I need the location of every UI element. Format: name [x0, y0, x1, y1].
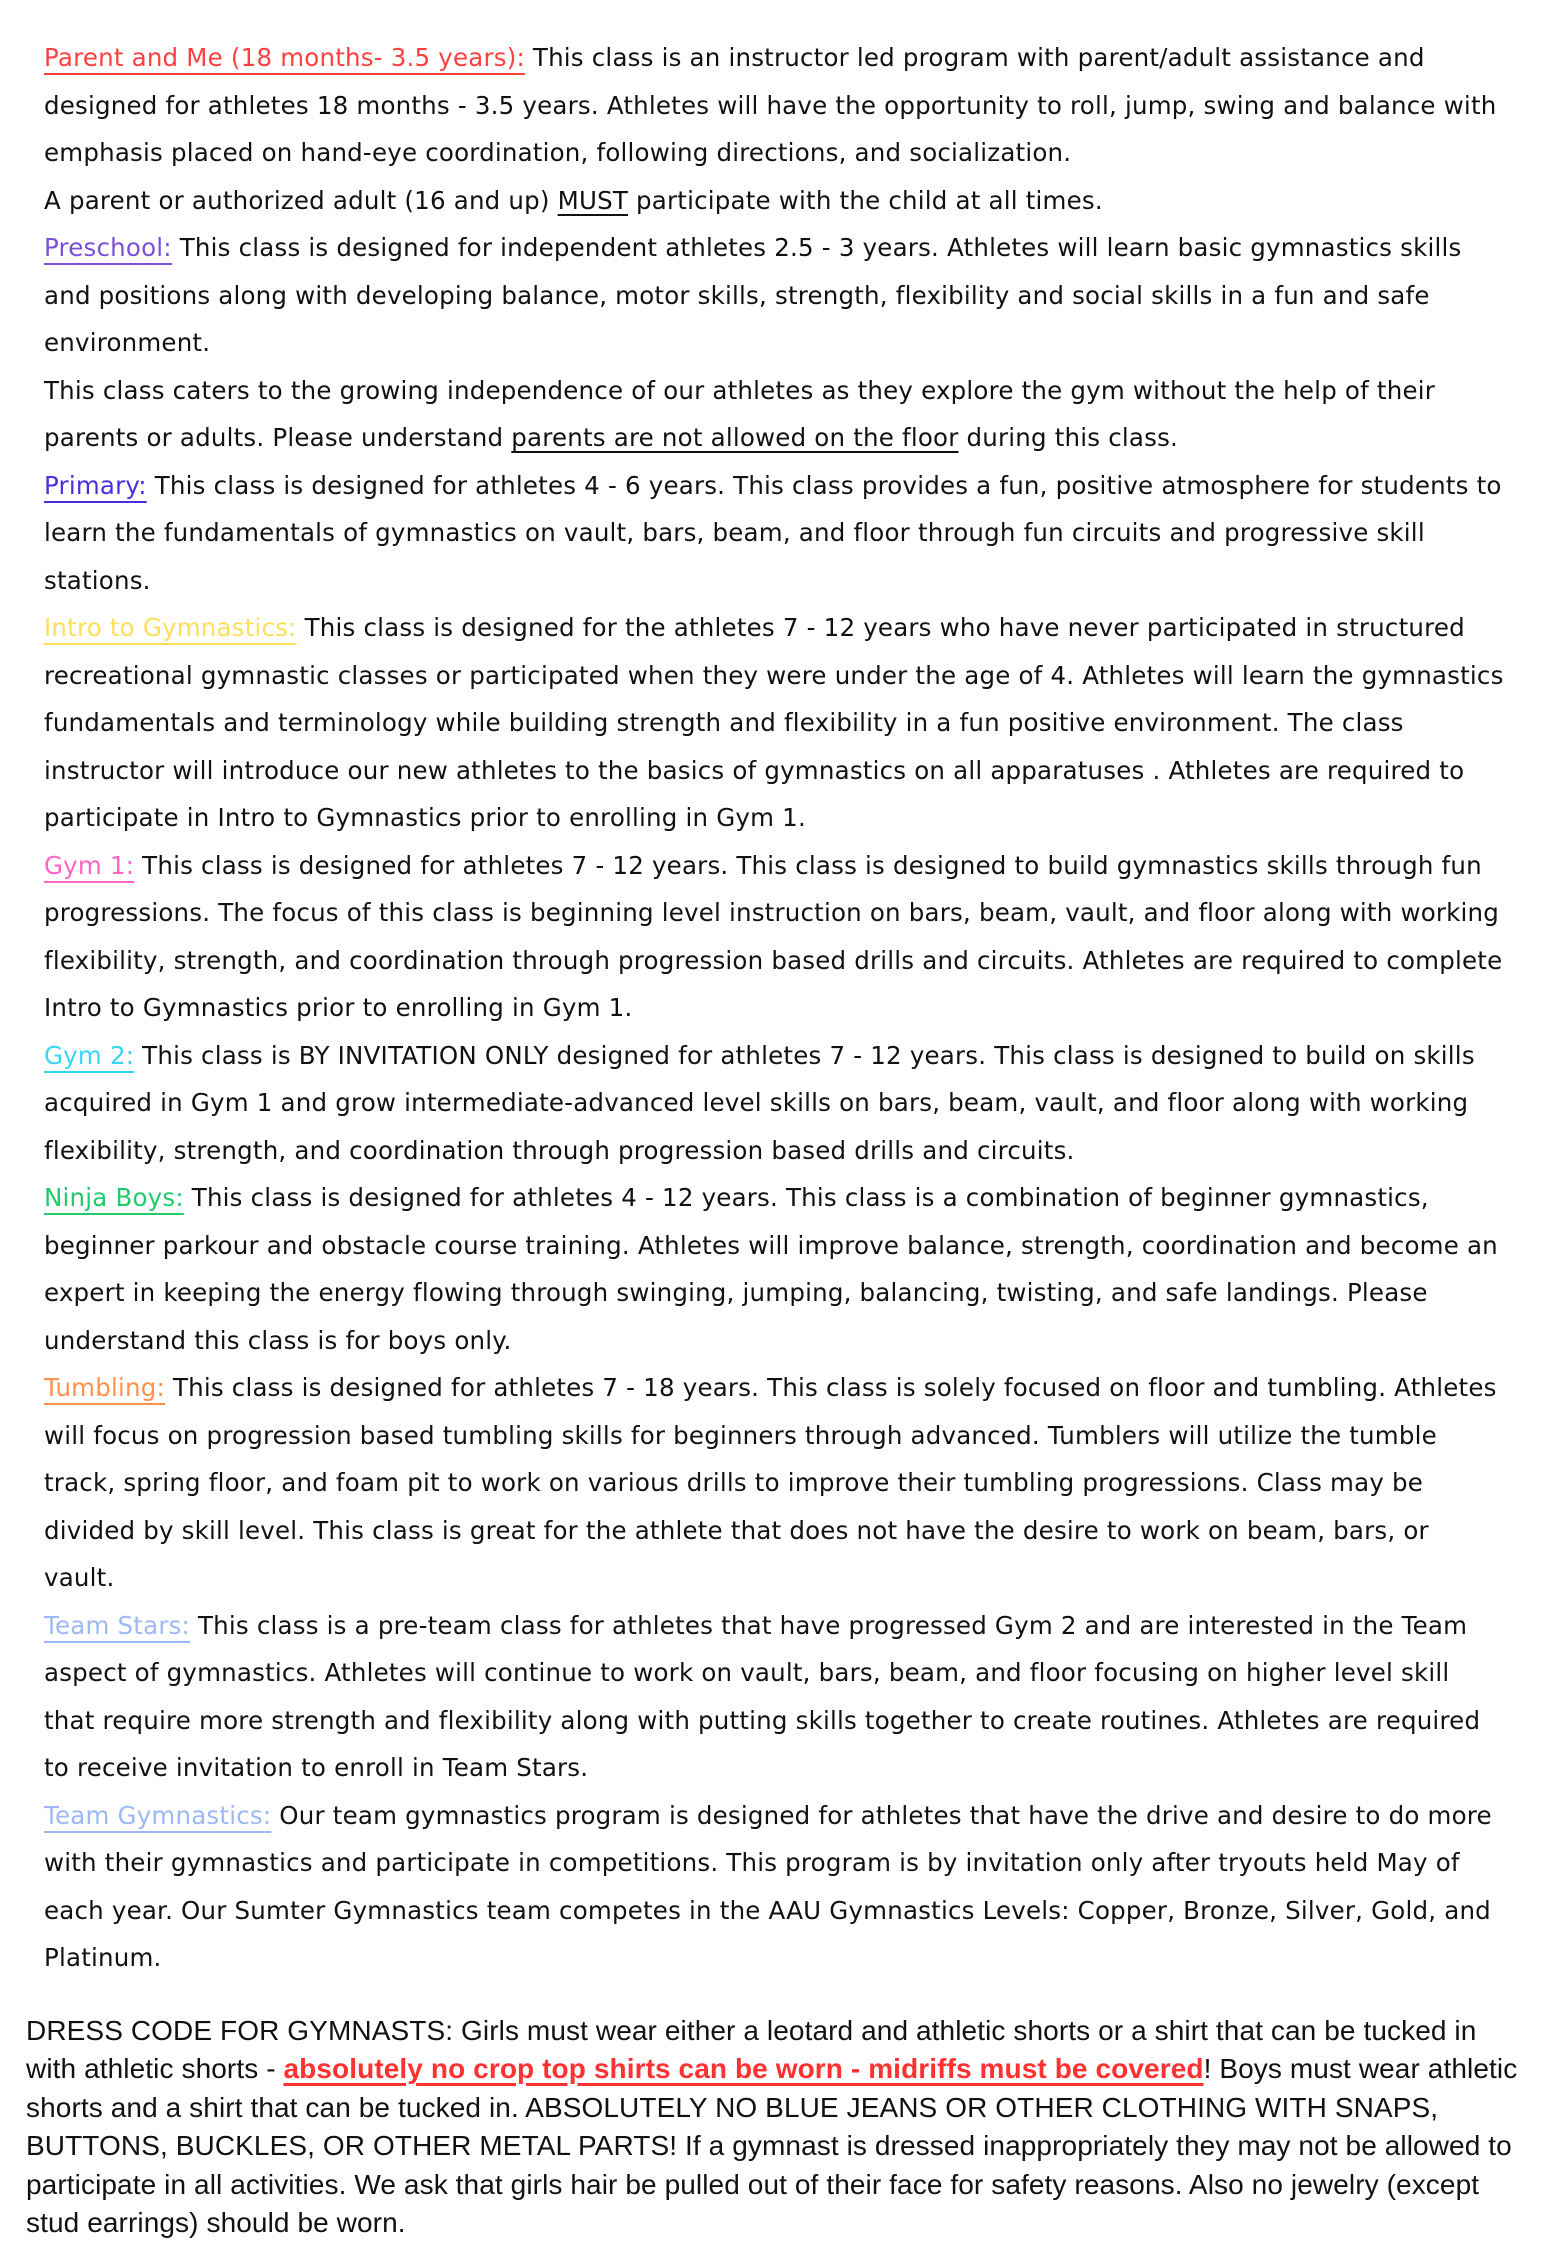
- class-body-tumbling-segment: This class is designed for athletes 7 - 18 years. This class is solely focused on floor and tumbling. Athletes will focus on progression based tumbling skills for beginners through advanced. Tumblers will utilize the tumble track, spring floor, and foam pit to work on various drills to improve their tumbling progressions. Class may be divided by skill level. This class is great for the athlete that does not have the desire to work on beam, bars, or vault.: [44, 1373, 1497, 1592]
- class-body-gym-2-segment: This class is BY INVITATION ONLY designed for athletes 7 - 12 years. This class is designed to build on skills acquired in Gym 1 and grow intermediate-advanced level skills on bars, beam, vault, and floor along with working flexibility, strength, and coordination through progression based drills and circuits.: [44, 1040, 1475, 1165]
- dress-code-segment: DRESS CODE FOR GYMNASTS: Girls must wear either a leotard and athletic shorts or a shirt that can be tucked in with athletic shorts -: [26, 2014, 1477, 2084]
- class-body-preschool-segment: This class caters to the growing independence of our athletes as they explore the gym without the help of their parents or adults. Please understand: [44, 375, 1436, 452]
- class-body-preschool-segment: This class is designed for independent athletes 2.5 - 3 years. Athletes will learn basic gymnastics skills and positions along with developing balance, motor skills, strength, flexibility and social skills in a fun and safe environment.: [44, 233, 1462, 357]
- class-body-parent-and-me-segment: A parent or authorized adult (16 and up): [44, 185, 558, 215]
- class-section-primary: [44, 462, 1505, 605]
- class-body-parent-and-me-segment: MUST: [557, 185, 629, 215]
- class-heading-tumbling: Tumbling:: [44, 1373, 165, 1402]
- class-heading-preschool: Preschool:: [44, 233, 172, 262]
- class-heading-ninja-boys: Ninja Boys:: [44, 1183, 184, 1212]
- class-section-parent-and-me: [44, 34, 1505, 224]
- dress-code-segment: absolutely no crop top shirts can be worn - midriffs must be covered: [283, 2053, 1204, 2084]
- class-body-intro-to-gymnastics-segment: This class is designed for the athletes 7 - 12 years who have never participated in structured recreational gymnastic classes or participated when they were under the age of 4. Athletes will learn the gymnastics fundamentals and terminology while building strength and flexibility in a fun positive environment. The class instructor will introduce our new athletes to the basics of gymnastics on all apparatuses . Athletes are required to participate in Intro to Gymnastics prior to enrolling in Gym 1.: [44, 613, 1504, 832]
- dress-code-segment: ! Boys must wear athletic shorts and a shirt that can be tucked in. ABSOLUTELY NO BLUE JEANS OR OTHER CLOTHING WITH SNAPS, BUTTONS, BUCKLES, OR OTHER METAL PARTS! If a gymnast is dressed inappropriately they may not be allowed to participate in all activities. We ask that girls hair be pulled out of their face for safety reasons. Also no jewelry (except stud earrings) should be worn.: [26, 2053, 1518, 2238]
- class-section-tumbling: [44, 1364, 1505, 1602]
- class-heading-parent-and-me: Parent and Me (18 months- 3.5 years):: [44, 43, 525, 72]
- class-body-gym-1-segment: This class is designed for athletes 7 - 12 years. This class is designed to build gymnastics skills through fun progressions. The focus of this class is beginning level instruction on bars, beam, vault, and floor along with working flexibility, strength, and coordination through progression based drills and circuits. Athletes are required to complete Intro to Gymnastics prior to enrolling in Gym 1.: [44, 850, 1503, 1022]
- class-heading-intro-to-gymnastics: Intro to Gymnastics:: [44, 613, 297, 642]
- dress-code-paragraph: [0, 2012, 1545, 2243]
- class-heading-gym-1: Gym 1:: [44, 850, 135, 880]
- class-section-gym-2: [44, 1032, 1505, 1175]
- class-heading-team-stars: Team Stars:: [44, 1610, 191, 1640]
- class-heading-primary: Primary:: [44, 470, 147, 500]
- class-section-ninja-boys: [44, 1174, 1505, 1364]
- class-body-preschool-segment: during this class.: [958, 423, 1179, 452]
- class-section-gym-1: [44, 842, 1505, 1032]
- class-heading-team-gymnastics: Team Gymnastics:: [44, 1800, 272, 1830]
- class-body-ninja-boys-segment: This class is designed for athletes 4 - 12 years. This class is a combination of beginner gymnastics, beginner parkour and obstacle course training. Athletes will improve balance, strength, coordination and become an expert in keeping the energy flowing through swinging, jumping, balancing, twisting, and safe landings. Please understand this class is for boys only.: [44, 1183, 1498, 1355]
- class-body-preschool-segment: parents are not allowed on the floor: [511, 423, 959, 452]
- class-section-preschool: [44, 224, 1505, 462]
- class-body-team-stars-segment: This class is a pre-team class for athletes that have progressed Gym 2 and are interested in the Team aspect of gymnastics. Athletes will continue to work on vault, bars, beam, and floor focusing on higher level skill that require more strength and flexibility along with putting skills together to create routines. Athletes are required to receive invitation to enroll in Team Stars.: [44, 1610, 1481, 1782]
- class-body-parent-and-me-segment: participate with the child at all times.: [628, 185, 1103, 215]
- class-section-intro-to-gymnastics: [44, 604, 1505, 842]
- class-section-team-gymnastics: [44, 1792, 1505, 1982]
- class-body-primary-segment: This class is designed for athletes 4 - 6 years. This class provides a fun, positive atmosphere for students to learn the fundamentals of gymnastics on vault, bars, beam, and floor through fun circuits and progressive skill stations.: [44, 470, 1502, 595]
- class-heading-gym-2: Gym 2:: [44, 1040, 135, 1070]
- class-body-parent-and-me-segment: This class is an instructor led program with parent/adult assistance and designed for athletes 18 months - 3.5 years. Athletes will have the opportunity to roll, jump, swing and balance with emphasis placed on hand-eye coordination, following directions, and socialization.: [44, 43, 1497, 167]
- class-section-team-stars: [44, 1602, 1505, 1792]
- class-body-team-gymnastics-segment: Our team gymnastics program is designed for athletes that have the drive and desire to do more with their gymnastics and participate in competitions. This program is by invitation only after tryouts held May of each year. Our Sumter Gymnastics team competes in the AAU Gymnastics Levels: Copper, Bronze, Silver, Gold, and Platinum.: [44, 1800, 1492, 1972]
